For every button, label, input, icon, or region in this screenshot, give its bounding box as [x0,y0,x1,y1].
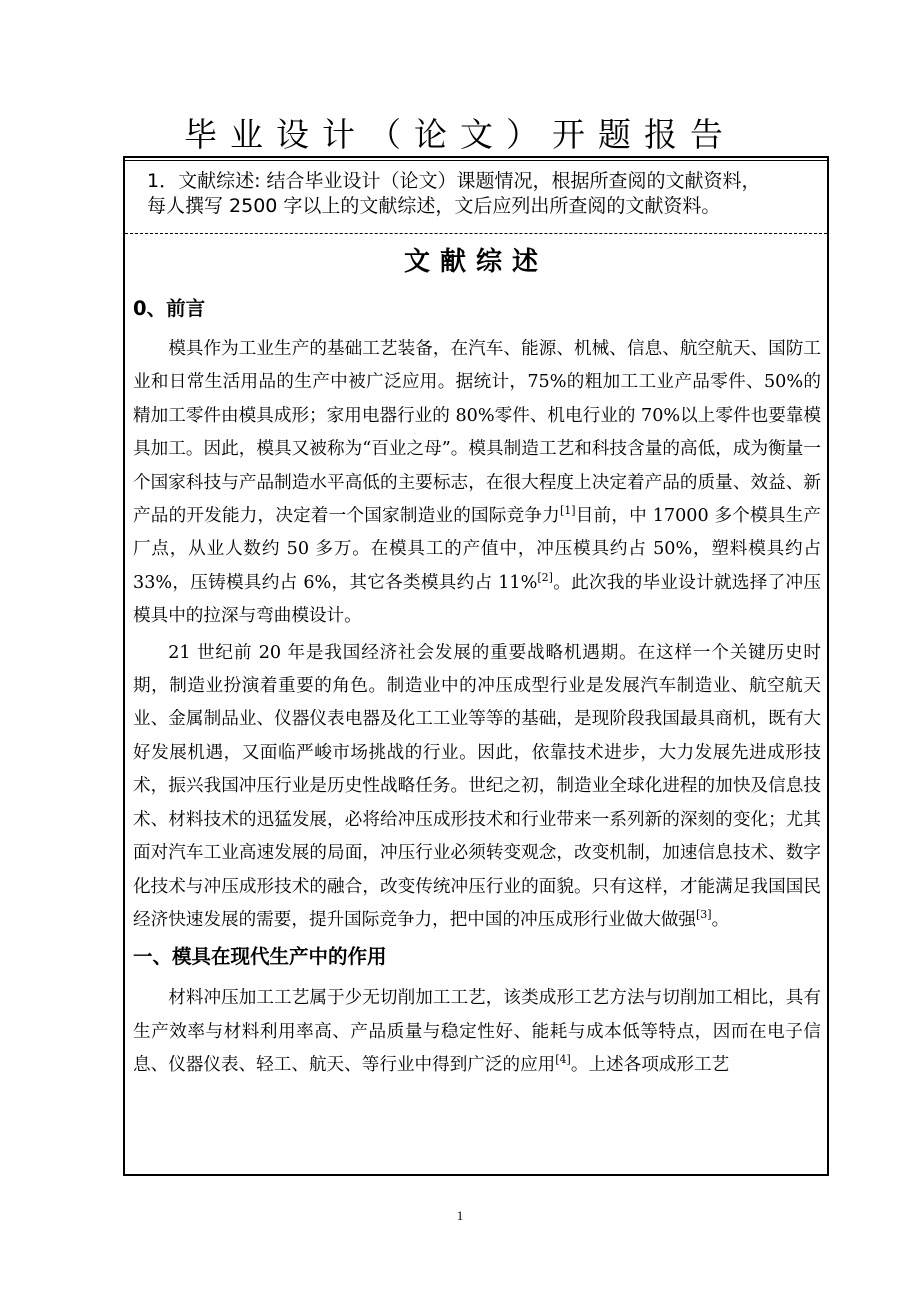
paragraph-text: 。此次我的毕业设计就选择了冲压模具中的拉深与弯曲模设计。 [133,572,821,627]
paragraph-text: 。上述各项成形工艺 [570,1055,730,1076]
instruction-line-1: 1．文献综述: 结合毕业设计（论文）课题情况，根据所查阅的文献资料， [147,170,761,192]
review-content [133,292,821,1083]
paragraph [133,637,821,938]
citation-ref: [4] [555,1053,571,1067]
instruction-line-2: 每人撰写 2500 字以上的文献综述，文后应列出所查阅的文献资料。 [147,195,721,217]
page-number: 1 [456,1208,464,1223]
citation-ref: [1] [559,504,576,518]
instruction-block [147,169,819,219]
citation-ref: [2] [537,570,553,584]
paragraph-text: 。 [711,909,730,930]
document-title: 毕业设计（论文）开题报告 [184,115,736,154]
dashed-divider [125,233,827,234]
subsection-heading-role: 一、模具在现代生产中的作用 [133,945,387,969]
paragraph-text: 目前，中 17000 多个模具生产厂点，从业人数约 50 多万。在模具工的产值中，冲压模具约占 50%，塑料模具约占 33%，压铸模具约占 6%，其它各类模具约占 11% [133,506,821,593]
paragraph [133,982,821,1082]
citation-ref: [3] [696,908,712,922]
paragraph [133,333,821,634]
paragraph-text: 21 世纪前 20 年是我国经济社会发展的重要战略机遇期。在这样一个关键历史时期，制造业扮演着重要的角色。制造业中的冲压成型行业是发展汽车制造业、航空航天业、金属制品业、仪器仪表电器及化工工业等等的基础，是现阶段我国最具商机，既有大好发展机遇，又面临严峻市场挑战的行业。因此，依靠技术进步，大力发展先进成形技术，振兴我国冲压行业是历史性战略任务。世纪之初，制造业全球化进程的加快及信息技术、材料技术的迅猛发展，必将给冲压成形技术和行业带来一系列新的深刻的变化；尤其面对汽车工业高速发展的局面，冲压行业必须转变观念，改变机制，加速信息技术、数字化技术与冲压成形技术的融合，改变传统冲压行业的面貌。只有这样，才能满足我国国民经济快速发展的需要，提升国际竞争力，把中国的冲压成形行业做大做强 [133,642,821,930]
section-heading: 文献综述 [403,247,548,277]
subsection-heading-preface: 0、前言 [133,297,206,320]
paragraph-text: 模具作为工业生产的基础工艺装备，在汽车、能源、机械、信息、航空航天、国防工业和日常生活用品的生产中被广泛应用。据统计，75%的粗加工工业产品零件、50%的精加工零件由模具成形；家用电器行业的 80%零件、机电行业的 70%以上零件也要靠模具加工。因此，模具又被称为“百业之母”。模具制造工艺和科技含量的高低，成为衡量一个国家科技与产品制造水平高低的主要标志，在很大程度上决定着产品的质量、效益、新产品的开发能力，决定着一个国家制造业的国际竞争力 [133,339,821,527]
report-frame [123,156,829,1176]
paragraph-text: 材料冲压加工工艺属于少无切削加工工艺，该类成形工艺方法与切削加工相比，具有生产效率与材料利用率高、产品质量与稳定性好、能耗与成本低等特点，因而在电子信息、仪器仪表、轻工、航天、等行业中得到广泛的应用 [133,988,821,1076]
